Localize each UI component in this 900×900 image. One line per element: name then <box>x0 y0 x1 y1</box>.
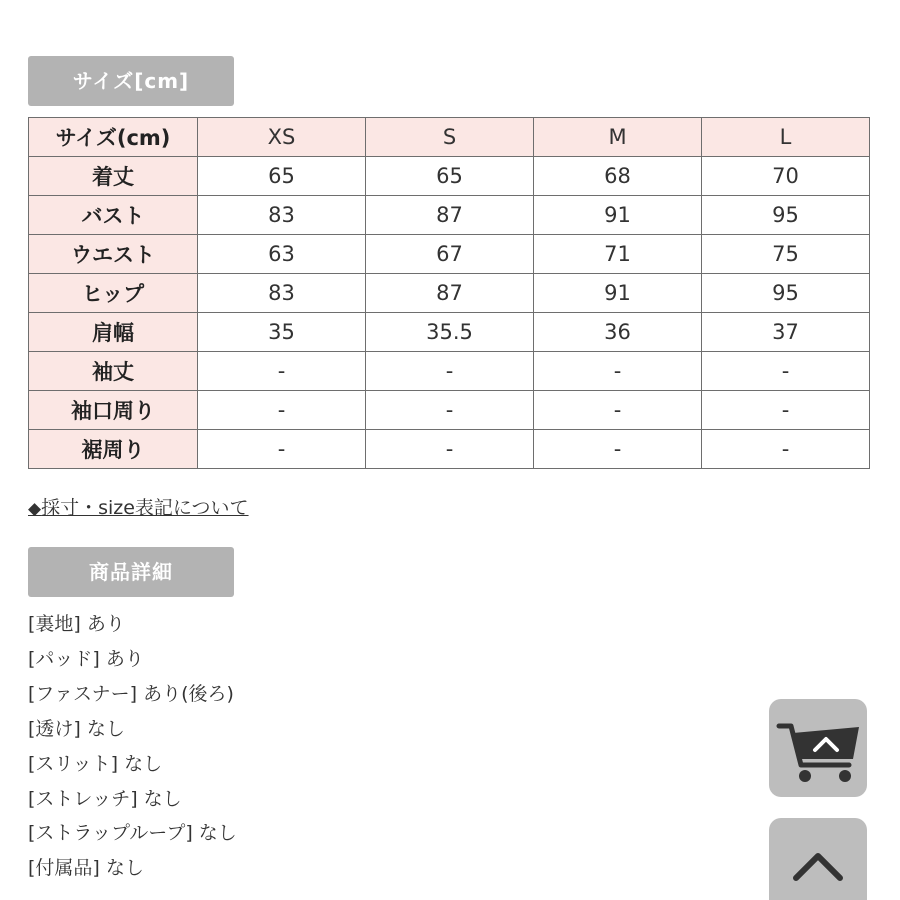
scroll-to-top-button[interactable] <box>769 818 867 900</box>
table-cell: 36 <box>534 313 702 352</box>
table-cell: 37 <box>702 313 870 352</box>
table-cell: 91 <box>534 196 702 235</box>
size-table <box>28 117 870 469</box>
table-row <box>29 430 870 469</box>
diamond-bullet-icon: ◆ <box>28 499 42 519</box>
table-cell: - <box>534 391 702 430</box>
row-label: 着丈 <box>29 157 198 196</box>
table-row <box>29 352 870 391</box>
table-cell: 35 <box>198 313 366 352</box>
table-cell: 87 <box>366 196 534 235</box>
table-cell: - <box>702 391 870 430</box>
cart-button[interactable] <box>769 699 867 797</box>
table-cell: - <box>366 391 534 430</box>
table-cell: - <box>534 352 702 391</box>
cart-up-icon <box>769 699 867 797</box>
table-row <box>29 274 870 313</box>
row-label: 肩幅 <box>29 313 198 352</box>
list-item: [スリット] なし <box>28 752 163 775</box>
table-cell: 65 <box>198 157 366 196</box>
list-item: [ストラップループ] なし <box>28 822 237 845</box>
product-details-list <box>28 607 237 886</box>
table-cell: 91 <box>534 274 702 313</box>
table-cell: 70 <box>702 157 870 196</box>
size-column-xs: XS <box>198 118 366 157</box>
list-item: [パッド] あり <box>28 647 144 670</box>
row-label: バスト <box>29 196 198 235</box>
table-cell: 83 <box>198 274 366 313</box>
chevron-up-icon <box>769 818 867 900</box>
table-cell: 83 <box>198 196 366 235</box>
list-item: [透け] なし <box>28 717 125 740</box>
list-item: [ストレッチ] なし <box>28 787 182 810</box>
row-label: 袖丈 <box>29 352 198 391</box>
size-column-l: L <box>702 118 870 157</box>
row-label: 袖口周り <box>29 391 198 430</box>
list-item: [付属品] なし <box>28 857 144 880</box>
table-row <box>29 235 870 274</box>
table-cell: 65 <box>366 157 534 196</box>
table-cell: - <box>702 430 870 469</box>
table-cell: 87 <box>366 274 534 313</box>
row-label: ウエスト <box>29 235 198 274</box>
product-details-header: 商品詳細 <box>28 547 234 597</box>
table-cell: - <box>702 352 870 391</box>
table-row <box>29 157 870 196</box>
table-row <box>29 391 870 430</box>
list-item: [ファスナー] あり(後ろ) <box>28 682 234 705</box>
table-row <box>29 313 870 352</box>
table-cell: 71 <box>534 235 702 274</box>
size-table-corner: サイズ(cm) <box>29 118 198 157</box>
table-cell: - <box>534 430 702 469</box>
list-item: [裏地] あり <box>28 613 125 635</box>
size-column-s: S <box>366 118 534 157</box>
table-row <box>29 196 870 235</box>
size-section-header: サイズ[cm] <box>28 56 234 106</box>
table-cell: - <box>366 352 534 391</box>
table-cell: - <box>198 352 366 391</box>
table-cell: 75 <box>702 235 870 274</box>
table-cell: 95 <box>702 274 870 313</box>
size-column-m: M <box>534 118 702 157</box>
table-cell: 35.5 <box>366 313 534 352</box>
row-label: 裾周り <box>29 430 198 469</box>
table-cell: - <box>198 430 366 469</box>
size-notation-link[interactable] <box>28 493 249 520</box>
row-label: ヒップ <box>29 274 198 313</box>
table-cell: 95 <box>702 196 870 235</box>
size-table-header-row <box>29 118 870 157</box>
table-cell: 67 <box>366 235 534 274</box>
table-cell: 68 <box>534 157 702 196</box>
table-cell: 63 <box>198 235 366 274</box>
size-notation-link-label: 採寸・size表記について <box>41 497 249 519</box>
table-cell: - <box>366 430 534 469</box>
table-cell: - <box>198 391 366 430</box>
